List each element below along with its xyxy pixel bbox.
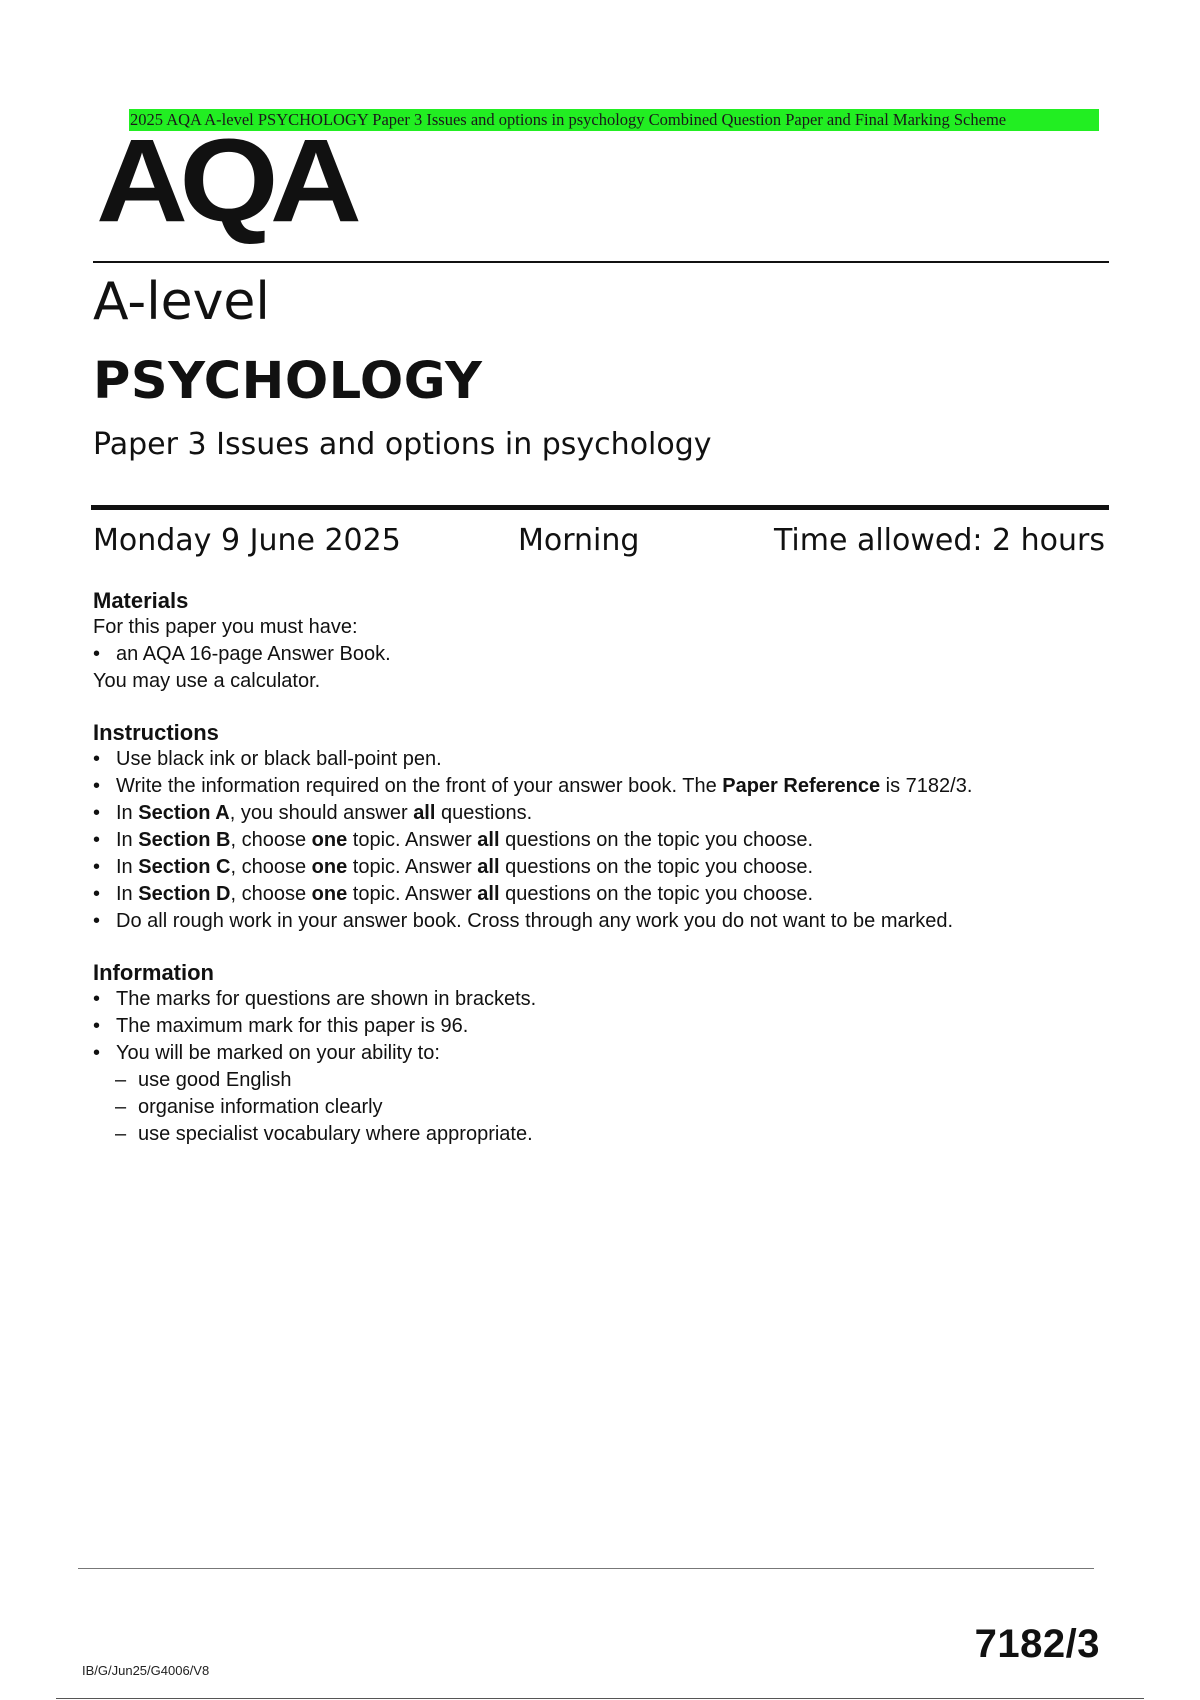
instruction-text: In: [116, 883, 139, 905]
information-sub-text: use specialist vocabulary where appropriate.: [138, 1123, 533, 1145]
information-heading: Information: [93, 960, 214, 985]
information-item: [93, 1043, 440, 1063]
instruction-text: topic. Answer: [347, 829, 478, 851]
instruction-text: topic. Answer: [347, 883, 478, 905]
bullet-icon: •: [93, 856, 101, 878]
materials-note: You may use a calculator.: [93, 670, 321, 692]
instruction-text: In: [116, 856, 139, 878]
subject-title: PSYCHOLOGY: [93, 352, 483, 411]
materials-intro: For this paper you must have:: [93, 616, 358, 638]
information-item: [93, 1016, 468, 1036]
exam-session: Morning: [518, 523, 640, 558]
instruction-text: questions.: [435, 802, 533, 824]
instruction-item: [93, 857, 813, 877]
instruction-text: Write the information required on the front of your answer book. The: [116, 775, 723, 797]
bullet-icon: •: [93, 775, 101, 797]
instruction-emphasis: Section D: [138, 883, 231, 905]
paper-title: Paper 3 Issues and options in psychology: [93, 427, 712, 462]
instruction-text: , choose: [230, 829, 312, 851]
bullet-icon: •: [93, 829, 101, 851]
page-edge-line: [56, 1698, 1144, 1699]
paper-code: 7182/3: [974, 1622, 1100, 1666]
instruction-emphasis: all: [477, 883, 500, 905]
dash-icon: –: [115, 1123, 127, 1145]
information-sub-item: [115, 1097, 383, 1117]
thick-divider: [91, 505, 1109, 510]
instruction-text: topic. Answer: [347, 856, 478, 878]
dash-icon: –: [115, 1096, 127, 1118]
instruction-item: [93, 911, 953, 931]
information-sub-text: use good English: [138, 1069, 292, 1091]
instruction-text: , choose: [230, 883, 312, 905]
instruction-emphasis: Section C: [138, 856, 231, 878]
instruction-item: [93, 884, 813, 904]
bullet-icon: •: [93, 883, 101, 905]
information-sub-item: [115, 1070, 291, 1090]
instruction-item: [93, 830, 813, 850]
instruction-text: questions on the topic you choose.: [499, 829, 814, 851]
time-allowed: Time allowed: 2 hours: [773, 523, 1105, 558]
bullet-icon: •: [93, 802, 101, 824]
bullet-icon: •: [93, 643, 101, 665]
bullet-icon: •: [93, 910, 101, 932]
instruction-text: , you should answer: [229, 802, 414, 824]
dash-icon: –: [115, 1069, 127, 1091]
instruction-item: [93, 776, 972, 796]
instruction-item: [93, 803, 532, 823]
document-title-banner: 2025 AQA A-level PSYCHOLOGY Paper 3 Issues and options in psychology Combined Question Paper and Final Marking Scheme: [129, 109, 1099, 131]
header-divider: [93, 261, 1109, 263]
instruction-text: In: [116, 829, 139, 851]
instructions-heading: Instructions: [93, 720, 219, 745]
information-sub-text: organise information clearly: [138, 1096, 383, 1118]
instruction-text: Do all rough work in your answer book. Cross through any work you do not want to be marked.: [116, 910, 954, 932]
instruction-emphasis: one: [311, 856, 348, 878]
instruction-text: , choose: [230, 856, 312, 878]
information-text: The marks for questions are shown in brackets.: [116, 988, 537, 1010]
document-reference-code: IB/G/Jun25/G4006/V8: [82, 1663, 210, 1678]
instruction-emphasis: one: [311, 883, 348, 905]
instruction-emphasis: all: [477, 829, 500, 851]
bullet-icon: •: [93, 1015, 101, 1037]
materials-bullet-text: an AQA 16-page Answer Book.: [116, 643, 391, 665]
instruction-text: questions on the topic you choose.: [499, 883, 814, 905]
exam-date: Monday 9 June 2025: [93, 523, 401, 558]
footer-divider: [78, 1568, 1094, 1569]
instruction-emphasis: one: [311, 829, 348, 851]
bullet-icon: •: [93, 748, 101, 770]
instruction-text: In: [116, 802, 139, 824]
materials-bullet-item: [93, 644, 391, 664]
information-text: The maximum mark for this paper is 96.: [116, 1015, 469, 1037]
aqa-logo: AQA: [96, 115, 354, 247]
instruction-text: questions on the topic you choose.: [499, 856, 814, 878]
bullet-icon: •: [93, 988, 101, 1010]
instruction-emphasis: all: [413, 802, 436, 824]
information-text: You will be marked on your ability to:: [116, 1042, 440, 1064]
bullet-icon: •: [93, 1042, 101, 1064]
instruction-item: [93, 749, 442, 769]
information-item: [93, 989, 536, 1009]
materials-heading: Materials: [93, 588, 189, 613]
instruction-emphasis: all: [477, 856, 500, 878]
instruction-emphasis: Section B: [138, 829, 231, 851]
instruction-text: is 7182/3.: [880, 775, 973, 797]
instruction-emphasis: Section A: [138, 802, 230, 824]
information-sub-item: [115, 1124, 533, 1144]
qualification-level: A-level: [93, 272, 270, 332]
instruction-emphasis: Paper Reference: [722, 775, 881, 797]
instruction-text: Use black ink or black ball-point pen.: [116, 748, 442, 770]
